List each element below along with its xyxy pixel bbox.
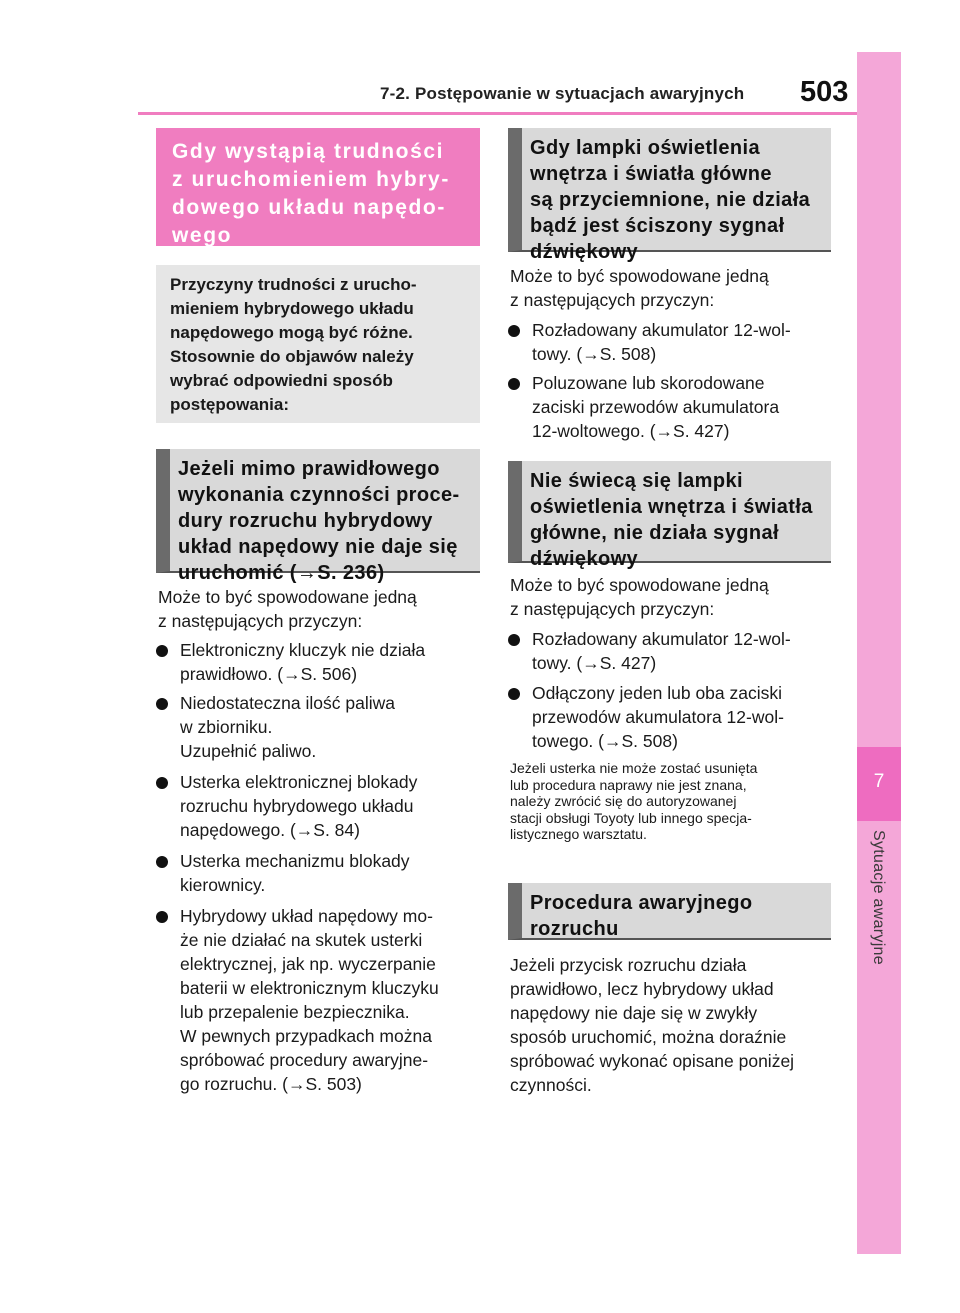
header-rule — [138, 112, 857, 115]
heading-dim-lights-box — [508, 128, 831, 263]
list-item-text: Rozładowany akumulator 12-wol- towy. (→S. 508) — [532, 320, 791, 364]
left-lead-text: Może to być spowodowane jedną z następujących przyczyn: — [158, 587, 417, 631]
list-item-text: Poluzowane lub skorodowane zaciski przewodów akumulatora 12-woltowego. (→S. 427) — [532, 373, 780, 441]
list-item — [156, 770, 480, 844]
bullet-icon — [156, 698, 168, 710]
subheading-start-failure: Jeżeli mimo prawidłowego wykonania czynności proce- dury rozruchu hybrydowy układ napędowy nie daje się uruchomić (→S. 236) — [178, 458, 460, 584]
list-item — [508, 627, 831, 677]
chapter-side-tab — [857, 52, 901, 1254]
list-item — [156, 904, 480, 1098]
heading-no-lights: Nie świecą się lampki oświetlenia wnętrza i światła główne, nie działa sygnał dźwiękowy — [530, 470, 813, 570]
bullet-icon — [508, 378, 520, 390]
section-title: 7-2. Postępowanie w sytuacjach awaryjnych — [380, 84, 745, 103]
list-item-text: Elektroniczny kluczyk nie działa prawidłowo. (→S. 506) — [180, 640, 426, 684]
list-item-text: Niedostateczna ilość paliwa w zbiorniku. Uzupełnić paliwo. — [180, 693, 395, 761]
list-item-text: Hybrydowy układ napędowy mo- że nie działać na skutek usterki elektrycznej, jak np. wyczerpanie baterii w elektronicznym kluczyku lub przepalenie bezpiecznika. W pewnych przypadkach można spróbować procedury awaryjne- go rozruchu. (→S. 503) — [180, 906, 439, 1094]
list-item — [156, 638, 480, 688]
list-item — [156, 849, 480, 899]
bullet-icon — [156, 777, 168, 789]
subheading-box-start-failure — [156, 449, 480, 584]
page-number: 503 — [800, 76, 849, 108]
list-item — [508, 681, 831, 755]
intro-text: Przyczyny trudności z urucho- mieniem hybrydowego układu napędowego mogą być różne. Stosownie do objawów należy wybrać odpowiedni sposób postępowania: — [170, 275, 417, 414]
list-item — [156, 691, 480, 765]
bullet-icon — [156, 911, 168, 923]
heading-emergency-start: Procedura awaryjnego rozruchu — [530, 892, 753, 940]
intro-box — [156, 265, 480, 423]
bullet-icon — [156, 645, 168, 657]
right-lead-text-2: Może to być spowodowane jedną z następujących przyczyn: — [510, 575, 769, 619]
list-item-text: Usterka mechanizmu blokady kierownicy. — [180, 851, 410, 895]
list-item-text: Rozładowany akumulator 12-wol- towy. (→S. 427) — [532, 629, 791, 673]
main-heading: Gdy wystąpią trudności z uruchomieniem hybry- dowego układu napędo- wego — [172, 140, 450, 247]
emergency-start-paragraph: Jeżeli przycisk rozruchu działa prawidłowo, lecz hybrydowy układ napędowy nie daje się w zwykły sposób uruchomić, można doraźnie spróbować wykonać opisane poniżej czynności. — [510, 955, 795, 1095]
heading-emergency-start-box — [508, 883, 831, 940]
bullet-icon — [508, 688, 520, 700]
bullet-icon — [508, 325, 520, 337]
service-note: Jeżeli usterka nie może zostać usunięta lub procedura naprawy nie jest znana, należy zwrócić się do autoryzowanej stacji obsługi Toyoty lub innego specja- listycznego warsztatu. — [510, 760, 758, 842]
chapter-label: Sytuacje awaryjne — [870, 830, 887, 965]
bullet-icon — [508, 634, 520, 646]
main-heading-box — [156, 128, 480, 246]
list-item-text: Usterka elektronicznej blokady rozruchu hybrydowego układu napędowego. (→S. 84) — [180, 772, 418, 840]
heading-dim-lights: Gdy lampki oświetlenia wnętrza i światła główne są przyciemnione, nie działa bądź jest ściszony sygnał dźwiękowy — [530, 137, 811, 263]
heading-no-lights-box — [508, 461, 831, 570]
list-item — [508, 371, 831, 445]
list-item-text: Odłączony jeden lub oba zaciski przewodów akumulatora 12-wol- towego. (→S. 508) — [532, 683, 784, 751]
right-lead-text-1: Może to być spowodowane jedną z następujących przyczyn: — [510, 266, 769, 310]
chapter-number: 7 — [873, 771, 885, 792]
bullet-icon — [156, 856, 168, 868]
chapter-number-box — [857, 747, 901, 821]
list-item — [508, 318, 831, 368]
